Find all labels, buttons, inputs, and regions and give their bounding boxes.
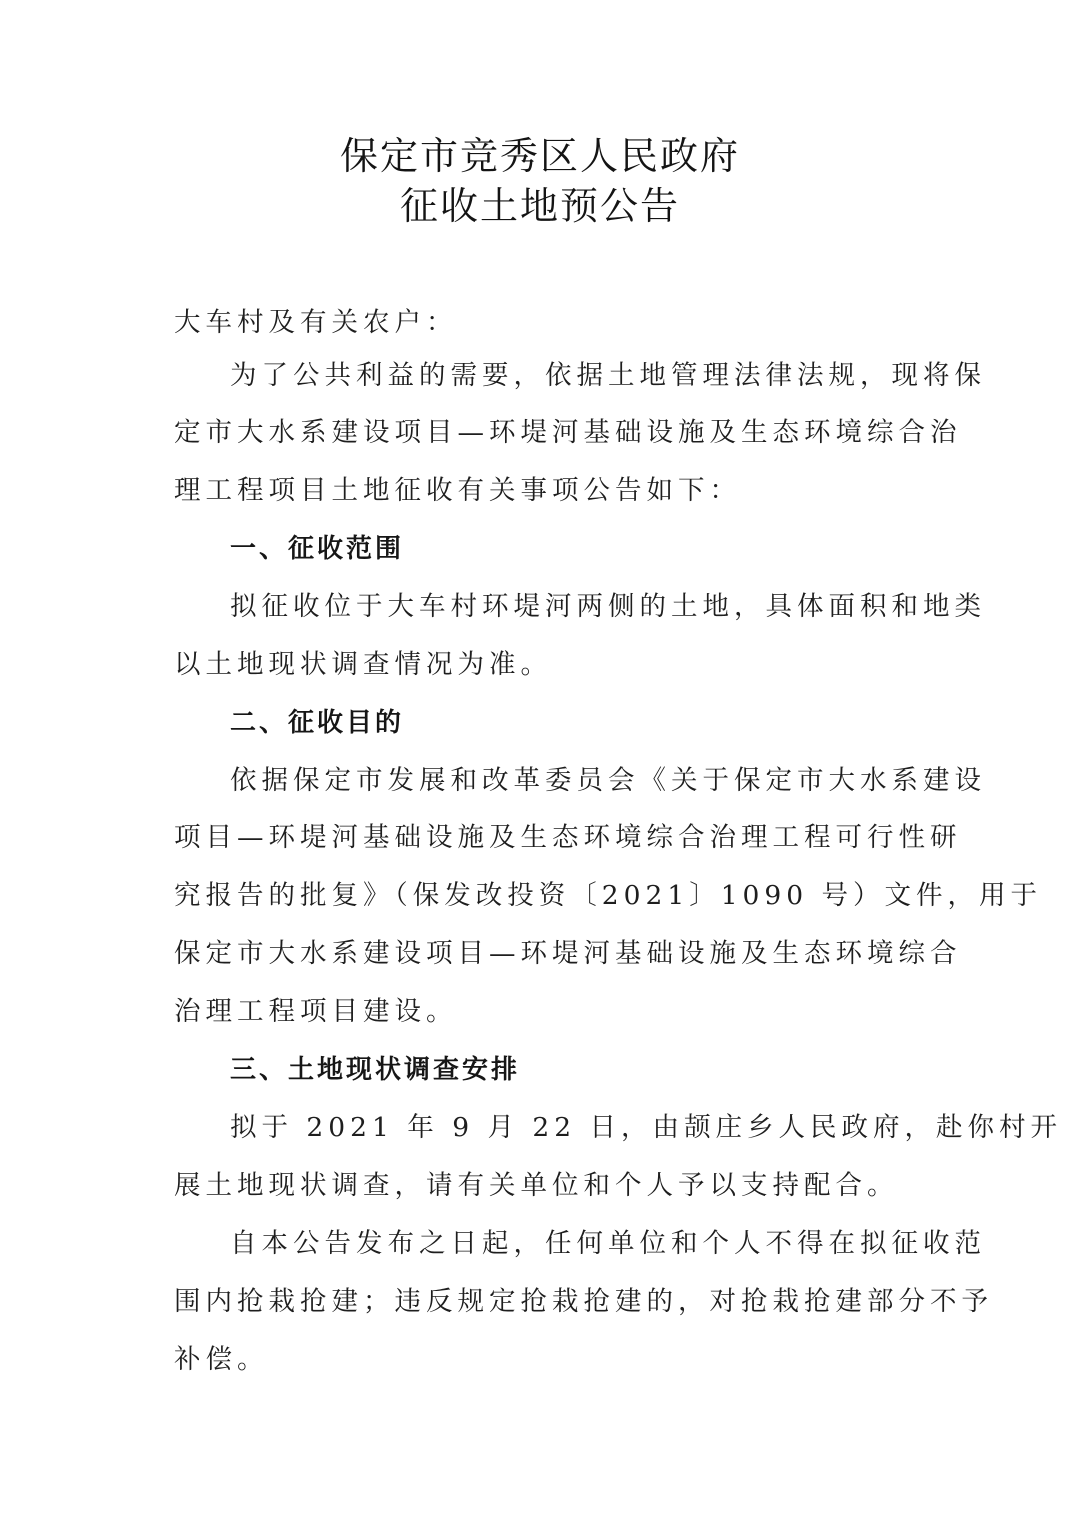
document-title-line-2: 征收土地预公告 [399, 184, 680, 228]
notice-line-1: 自本公告发布之日起，任何单位和个人不得在拟征收范 [230, 1228, 986, 1259]
section-2-line-5: 治理工程项目建设。 [174, 996, 458, 1027]
salutation: 大车村及有关农户： [174, 307, 458, 338]
section-2-heading: 二、征收目的 [230, 708, 405, 738]
intro-line-2: 定市大水系建设项目—环堤河基础设施及生态环境综合治 [174, 417, 962, 448]
section-3-line-2: 展土地现状调查，请有关单位和个人予以支持配合。 [174, 1170, 899, 1201]
notice-line-3: 补偿。 [174, 1344, 269, 1375]
section-1-heading: 一、征收范围 [230, 534, 405, 564]
section-2-line-3: 究报告的批复》（保发改投资〔2021〕1090 号）文件，用于 [174, 880, 1043, 911]
intro-line-3: 理工程项目土地征收有关事项公告如下： [174, 475, 741, 506]
section-1-line-1: 拟征收位于大车村环堤河两侧的土地，具体面积和地类 [230, 591, 986, 622]
section-2-line-1: 依据保定市发展和改革委员会《关于保定市大水系建设 [230, 765, 986, 796]
section-2-line-2: 项目—环堤河基础设施及生态环境综合治理工程可行性研 [174, 822, 962, 853]
notice-line-2: 围内抢栽抢建；违反规定抢栽抢建的，对抢栽抢建部分不予 [174, 1286, 993, 1317]
section-3-line-1: 拟于 2021 年 9 月 22 日，由颉庄乡人民政府，赴你村开 [230, 1112, 1063, 1143]
section-2-line-4: 保定市大水系建设项目—环堤河基础设施及生态环境综合 [174, 938, 962, 969]
section-3-heading: 三、土地现状调查安排 [230, 1055, 521, 1085]
section-1-line-2: 以土地现状调查情况为准。 [174, 649, 552, 680]
document-title-line-1: 保定市竞秀区人民政府 [339, 134, 740, 178]
intro-line-1: 为了公共利益的需要，依据土地管理法律法规，现将保 [230, 360, 986, 391]
